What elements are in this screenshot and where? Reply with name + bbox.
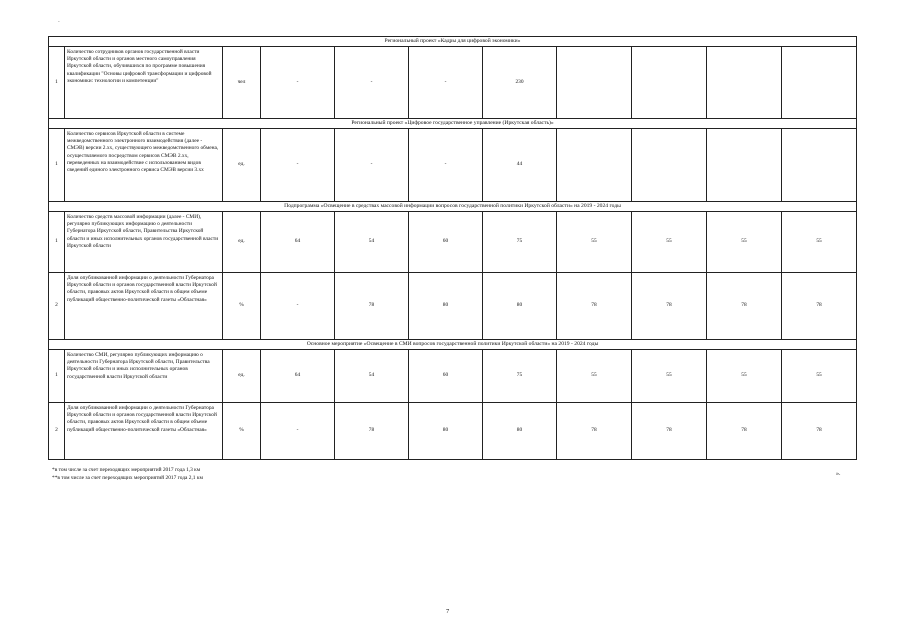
value-cell: 55	[782, 212, 857, 273]
value-cell: -	[261, 129, 335, 202]
value-cell: 78	[707, 403, 782, 460]
footnote: *в том числе за счет переходящих мероприятий 2017 года 1,3 км	[52, 467, 201, 473]
value-cell: 55	[707, 350, 782, 403]
value-cell	[557, 129, 632, 202]
table-row	[49, 350, 857, 403]
page-number: 7	[446, 608, 450, 615]
value-cell	[782, 47, 857, 119]
section-header-row	[49, 37, 857, 47]
indicator-name: Доля опубликованной информации о деятельности Губернатора Иркутской области и органов государственной власти Иркутской области, правовых актов Иркутской области в общем объеме публикаций общественно-политической газеты «Областная»	[65, 273, 223, 340]
value-cell: -	[409, 129, 483, 202]
row-number: 1	[49, 350, 65, 403]
value-cell: 60	[409, 212, 483, 273]
value-cell: -	[261, 273, 335, 340]
indicator-name: Количество сервисов Иркутской области в системе межведомственного электронного взаимодействия (далее - СМЭВ) версии 2.хх, существующего межведомственного обмена, осуществляемого посредством сервисов СМЭВ 2.хх, переведенных на взаимодействие с использованием видов сведений единого электронного сервиса СМЭВ версии 3.хх	[65, 129, 223, 202]
table-row	[49, 273, 857, 340]
value-cell: 78	[557, 403, 632, 460]
section-header-row	[49, 202, 857, 212]
value-cell: 55	[632, 350, 707, 403]
row-number: 1	[49, 212, 65, 273]
unit-cell: %	[223, 273, 261, 340]
section-header: Региональный проект «Кадры для цифровой экономики»	[49, 37, 857, 47]
value-cell: 55	[707, 212, 782, 273]
unit-cell: %	[223, 403, 261, 460]
table-row	[49, 212, 857, 273]
row-number: 2	[49, 403, 65, 460]
indicator-name: Количество СМИ, регулярно публикующих информацию о деятельности Губернатора Иркутской области, Правительства Иркутской области и иных исполнительных органов государственной власти Иркутской области	[65, 350, 223, 403]
value-cell	[782, 129, 857, 202]
value-cell: 55	[632, 212, 707, 273]
value-cell: 75	[483, 212, 557, 273]
value-cell: 80	[409, 403, 483, 460]
value-cell: 64	[261, 212, 335, 273]
table-row	[49, 129, 857, 202]
indicator-name: Количество сотрудников органов государственной власти Иркутской области и органов местного самоуправления Иркутской области, обучившихся по программе повышения квалификации "Основы цифровой трансформации и цифровой экономики: технологии и компетенции"	[65, 47, 223, 119]
value-cell	[632, 47, 707, 119]
indicator-name: Доля опубликованной информации о деятельности Губернатора Иркутской области и органов государственной власти Иркутской области, правовых актов Иркутской области в общем объеме публикаций общественно-политической газеты «Областная»	[65, 403, 223, 460]
value-cell: 230	[483, 47, 557, 119]
unit-cell: ед.	[223, 350, 261, 403]
row-number: 1	[49, 129, 65, 202]
value-cell: 78	[335, 403, 409, 460]
value-cell: 80	[409, 273, 483, 340]
value-cell	[707, 47, 782, 119]
value-cell	[707, 129, 782, 202]
value-cell: 78	[707, 273, 782, 340]
value-cell: 75	[483, 350, 557, 403]
unit-cell: ед.	[223, 129, 261, 202]
value-cell: 55	[557, 350, 632, 403]
value-cell: -	[335, 47, 409, 119]
value-cell: 80	[483, 403, 557, 460]
value-cell: 78	[782, 273, 857, 340]
row-number: 1	[49, 47, 65, 119]
section-header: Основное мероприятие «Освещение в СМИ вопросов государственной политики Иркутской области» на 2019 - 2024 годы	[49, 340, 857, 350]
closing-quote: ».	[836, 471, 841, 477]
value-cell: 54	[335, 212, 409, 273]
section-header: Региональный проект «Цифровое государственное управление (Иркутская область)»	[49, 119, 857, 129]
value-cell	[557, 47, 632, 119]
value-cell: 54	[335, 350, 409, 403]
value-cell: 78	[782, 403, 857, 460]
value-cell: -	[261, 403, 335, 460]
row-number: 2	[49, 273, 65, 340]
indicator-name: Количество средств массовой информации (далее - СМИ), регулярно публикующих информацию о деятельности Губернатора Иркутской области, Правительства Иркутской области и иных исполнительных органов государственной власти Иркутской области	[65, 212, 223, 273]
section-header-row	[49, 119, 857, 129]
value-cell: 78	[632, 403, 707, 460]
table-row	[49, 47, 857, 119]
corner-mark: -	[58, 20, 60, 25]
value-cell: 78	[335, 273, 409, 340]
value-cell: -	[409, 47, 483, 119]
value-cell: 55	[782, 350, 857, 403]
value-cell: -	[261, 47, 335, 119]
value-cell: 44	[483, 129, 557, 202]
section-header: Подпрограмма «Освещение в средствах массовой информации вопросов государственной политики Иркутской области» на 2019 - 2024 годы	[49, 202, 857, 212]
table-row	[49, 403, 857, 460]
value-cell: 55	[557, 212, 632, 273]
value-cell: -	[335, 129, 409, 202]
unit-cell: ед.	[223, 212, 261, 273]
unit-cell: чел	[223, 47, 261, 119]
value-cell: 78	[632, 273, 707, 340]
value-cell: 78	[557, 273, 632, 340]
footnotes	[52, 466, 203, 482]
value-cell: 64	[261, 350, 335, 403]
section-header-row	[49, 340, 857, 350]
value-cell: 80	[483, 273, 557, 340]
indicators-table	[48, 36, 857, 460]
value-cell	[632, 129, 707, 202]
footnote: **в том числе за счет переходящих мероприятий 2017 года 2,1 км	[52, 475, 203, 481]
value-cell: 60	[409, 350, 483, 403]
